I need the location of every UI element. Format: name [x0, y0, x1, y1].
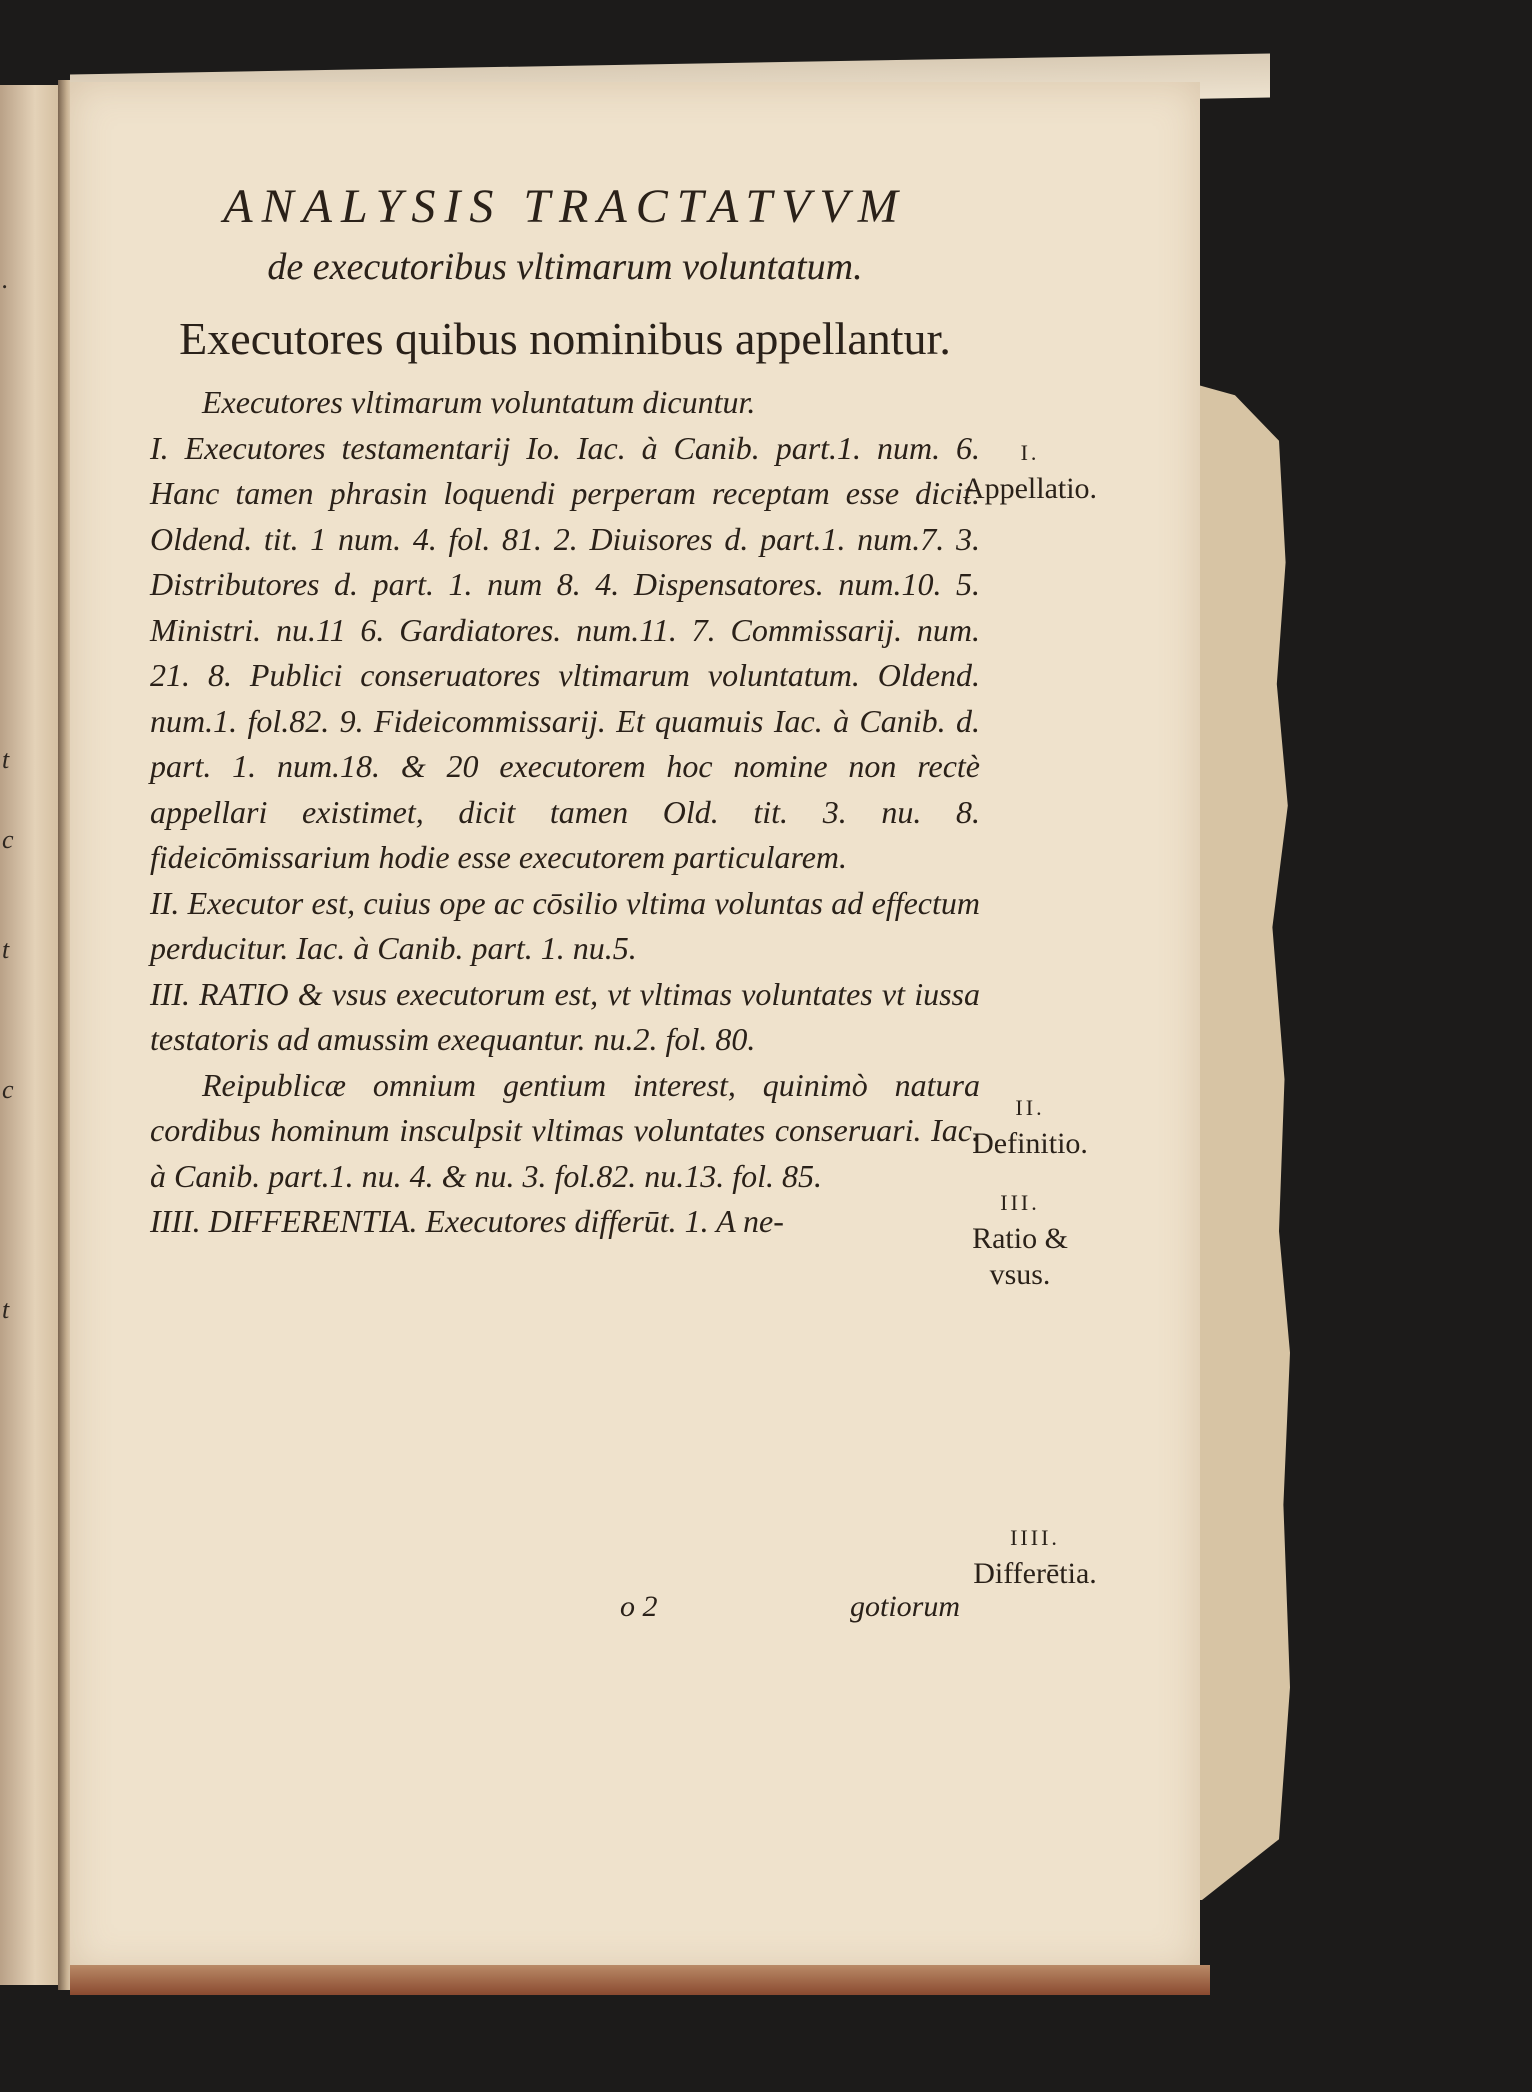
marginal-note-number: IIII.: [1010, 1525, 1060, 1550]
book-cover-edge: [70, 1965, 1210, 1995]
paragraph-reipublicae: [150, 1063, 980, 1200]
paragraph-intro: [150, 380, 980, 426]
page-footer: [150, 1590, 960, 1630]
section-heading: Executores quibus nominibus appellantur.: [179, 313, 951, 364]
marginal-note-label: Definitio.: [972, 1127, 1088, 1160]
catchword: gotiorum: [849, 1590, 960, 1623]
marginal-note-label: Ratio & vsus.: [972, 1222, 1068, 1291]
paragraph-differentia: [150, 1199, 980, 1245]
paragraph-text: I. Executores testamentarij Io. Iac. à Canib. part.1. num. 6. Hanc tamen phrasin loquendi perperam receptam esse dicit. Oldend. tit. 1 num. 4. fol. 81. 2. Diuisores d. part.1. num.7. 3. Distributores d. part. 1. num 8. 4. Dispensatores. num.10. 5. Ministri. nu.11 6. Gardiatores. num.11. 7. Commissarij. num. 21. 8. Publici conseruatores vltimarum voluntatum. Oldend. num.1. fol.82. 9. Fideicommissarij. Et quamuis Iac. à Canib. d. part. 1. num.18. & 20 executorem hoc nomine non rectè appellari existimet, dicit tamen Old. tit. 3. nu. 8. fideicōmissarium hodie esse executorem particularem.: [150, 429, 980, 875]
marginal-note-number: I.: [1020, 440, 1040, 465]
paragraph-text: II. Executor est, cuius ope ac cōsilio vltima voluntas ad effectum perducitur. Iac. à Canib. part. 1. nu.5.: [150, 884, 980, 966]
marginal-note-label: Appellatio.: [962, 472, 1098, 505]
signature-mark: o 2: [620, 1590, 658, 1623]
previous-page-marginal-glyphs: . t c t c t: [2, 265, 14, 1324]
page-title: ANALYSIS TRACTATVVM: [223, 180, 907, 233]
marginal-note-definitio: [955, 1090, 1105, 1162]
paragraph-text: Executores vltimarum voluntatum dicuntur.: [202, 384, 756, 420]
marginal-note-label: Differētia.: [973, 1557, 1097, 1590]
paragraph-ratio: [150, 972, 980, 1063]
marginal-note-appellatio: [955, 435, 1105, 507]
paragraph-text: III. RATIO & vsus executorum est, vt vltimas voluntates vt iussa testatoris ad amussim exequantur. nu.2. fol. 80.: [150, 975, 980, 1057]
marginal-note-number: III.: [1000, 1190, 1040, 1215]
marginal-note-ratio: [955, 1185, 1085, 1293]
paragraph-appellatio: [150, 426, 980, 881]
marginal-note-differentia: [955, 1520, 1115, 1592]
paragraph-text: IIII. DIFFERENTIA. Executores differūt. 1. A ne-: [150, 1203, 784, 1239]
marginal-note-number: II.: [1015, 1095, 1045, 1120]
page-subtitle: de executoribus vltimarum voluntatum.: [267, 246, 863, 288]
paragraph-definitio: [150, 881, 980, 972]
paragraph-text: Reipublicæ omnium gentium interest, quinimò natura cordibus hominum insculpsit vltimas voluntates conseruari. Iac. à Canib. part.1. nu. 4. & nu. 3. fol.82. nu.13. fol. 85.: [150, 1066, 980, 1194]
page-text-block: [150, 180, 980, 1245]
